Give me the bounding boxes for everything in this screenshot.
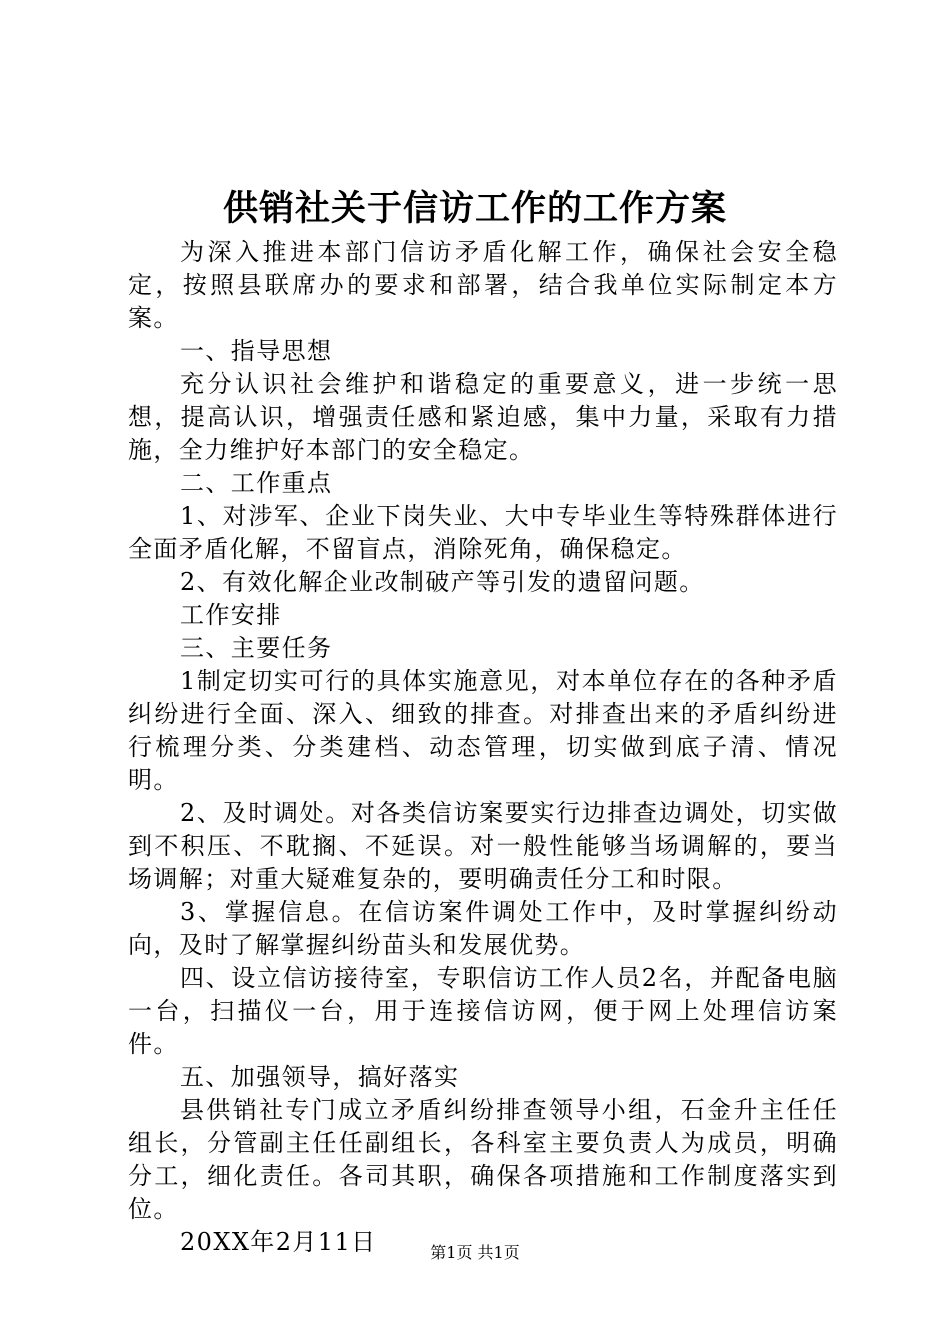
section-heading-work-arrangement: 工作安排 <box>180 601 282 629</box>
work-focus-item-1: 1、对涉军、企业下岗失业、大中专毕业生等特殊群体进行全面矛盾化解，不留盲点，消除死角，确保稳定。 <box>128 502 838 563</box>
guiding-ideology-paragraph: 充分认识社会维护和谐稳定的重要意义，进一步统一思想，提高认识，增强责任感和紧迫感，集中力量，采取有力措施，全力维护好本部门的安全稳定。 <box>128 370 838 464</box>
document-date: 20XX年2月11日 <box>180 1228 377 1256</box>
main-task-item-1: 1制定切实可行的具体实施意见，对本单位存在的各种矛盾纠纷进行全面、深入、细致的排查。对排查出来的矛盾纠纷进行梳理分类、分类建档、动态管理，切实做到底子清、情况明。 <box>128 667 838 794</box>
main-task-item-3: 3、掌握信息。在信访案件调处工作中，及时掌握纠纷动向，及时了解掌握纠纷苗头和发展优势。 <box>128 898 838 959</box>
document-title: 供销社关于信访工作的工作方案 <box>222 188 727 229</box>
reception-room-paragraph: 四、设立信访接待室，专职信访工作人员2名，并配备电脑一台，扫描仪一台，用于连接信访网，便于网上处理信访案件。 <box>128 964 838 1058</box>
main-task-item-2: 2、及时调处。对各类信访案要实行边排查边调处，切实做到不积压、不耽搁、不延误。对一般性能够当场调解的，要当场调解；对重大疑难复杂的，要明确责任分工和时限。 <box>128 799 838 893</box>
section-heading-leadership: 五、加强领导，搞好落实 <box>180 1063 460 1091</box>
page-number-footer: 第1页 共1页 <box>430 1243 520 1262</box>
work-focus-item-2: 2、有效化解企业改制破产等引发的遗留问题。 <box>180 568 705 596</box>
section-heading-work-focus: 二、工作重点 <box>180 469 333 497</box>
intro-paragraph: 为深入推进本部门信访矛盾化解工作，确保社会安全稳定，按照县联席办的要求和部署，结合我单位实际制定本方案。 <box>128 238 838 332</box>
leadership-paragraph: 县供销社专门成立矛盾纠纷排查领导小组，石金升主任任组长，分管副主任任副组长，各科室主要负责人为成员，明确分工，细化责任。各司其职，确保各项措施和工作制度落实到位。 <box>128 1096 838 1223</box>
document-body <box>128 236 838 1259</box>
section-heading-main-tasks: 三、主要任务 <box>180 634 333 662</box>
section-heading-guiding-ideology: 一、指导思想 <box>180 337 333 365</box>
